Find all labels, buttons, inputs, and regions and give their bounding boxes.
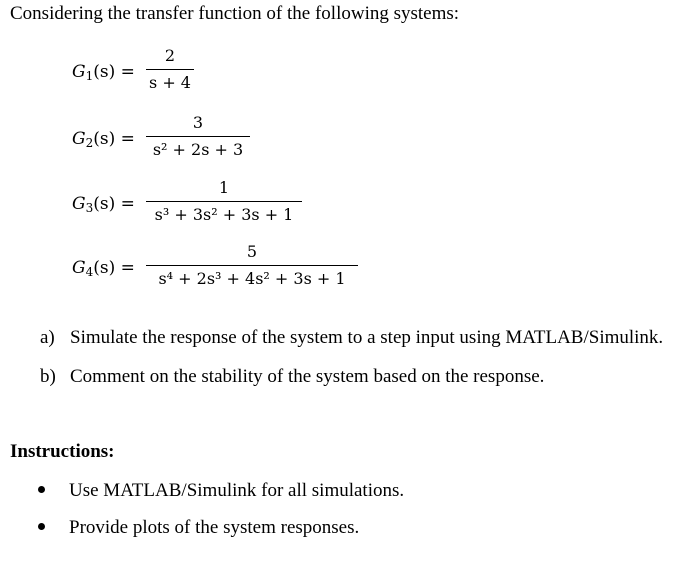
equation-lhs [72, 258, 135, 279]
denominator: s⁴ + 2s³ + 4s² + 3s + 1 [158, 269, 346, 289]
question-label: a) [40, 327, 55, 348]
instruction-item [38, 480, 404, 502]
lhs-argument: (s) = [93, 62, 135, 82]
question-text: Simulate the response of the system to a step input using MATLAB/Simulink. [70, 327, 664, 348]
numerator: 1 [218, 178, 230, 197]
intro-text: Considering the transfer function of the following systems: [10, 3, 460, 24]
lhs-symbol: G [72, 258, 86, 278]
lhs-symbol: G [72, 129, 86, 149]
bullet-icon [38, 486, 45, 493]
lhs-index: 4 [85, 265, 94, 279]
lhs-index: 1 [85, 69, 94, 83]
numerator: 5 [246, 242, 258, 261]
instruction-item [38, 517, 359, 539]
fraction-bar [146, 201, 302, 202]
equation-g1 [72, 46, 272, 106]
instruction-text: Use MATLAB/Simulink for all simulations. [69, 480, 405, 501]
equation-g3 [72, 178, 332, 238]
fraction-bar [146, 69, 194, 70]
lhs-symbol: G [72, 194, 86, 214]
lhs-argument: (s) = [93, 258, 135, 278]
numerator: 3 [192, 113, 204, 132]
denominator: s² + 2s + 3 [152, 140, 244, 160]
equation-lhs [72, 129, 135, 150]
fraction [146, 46, 194, 92]
question-b [40, 366, 544, 388]
equation-lhs [72, 62, 135, 83]
equation-g2 [72, 113, 292, 173]
fraction [146, 242, 358, 288]
instructions-heading: Instructions: [10, 441, 115, 462]
fraction-bar [146, 136, 250, 137]
question-a [40, 327, 663, 349]
lhs-index: 3 [85, 201, 94, 215]
bullet-icon [38, 523, 45, 530]
equation-lhs [72, 194, 135, 215]
question-label: b) [40, 366, 56, 387]
denominator: s³ + 3s² + 3s + 1 [154, 205, 294, 225]
question-text: Comment on the stability of the system based on the response. [70, 366, 545, 387]
denominator: s + 4 [149, 73, 191, 93]
instruction-text: Provide plots of the system responses. [69, 517, 360, 538]
fraction [146, 178, 302, 224]
numerator: 2 [164, 46, 176, 65]
lhs-argument: (s) = [93, 194, 135, 214]
lhs-symbol: G [72, 62, 86, 82]
lhs-index: 2 [85, 136, 94, 150]
equation-g4 [72, 242, 372, 302]
lhs-argument: (s) = [93, 129, 135, 149]
fraction [146, 113, 250, 159]
fraction-bar [146, 265, 358, 266]
